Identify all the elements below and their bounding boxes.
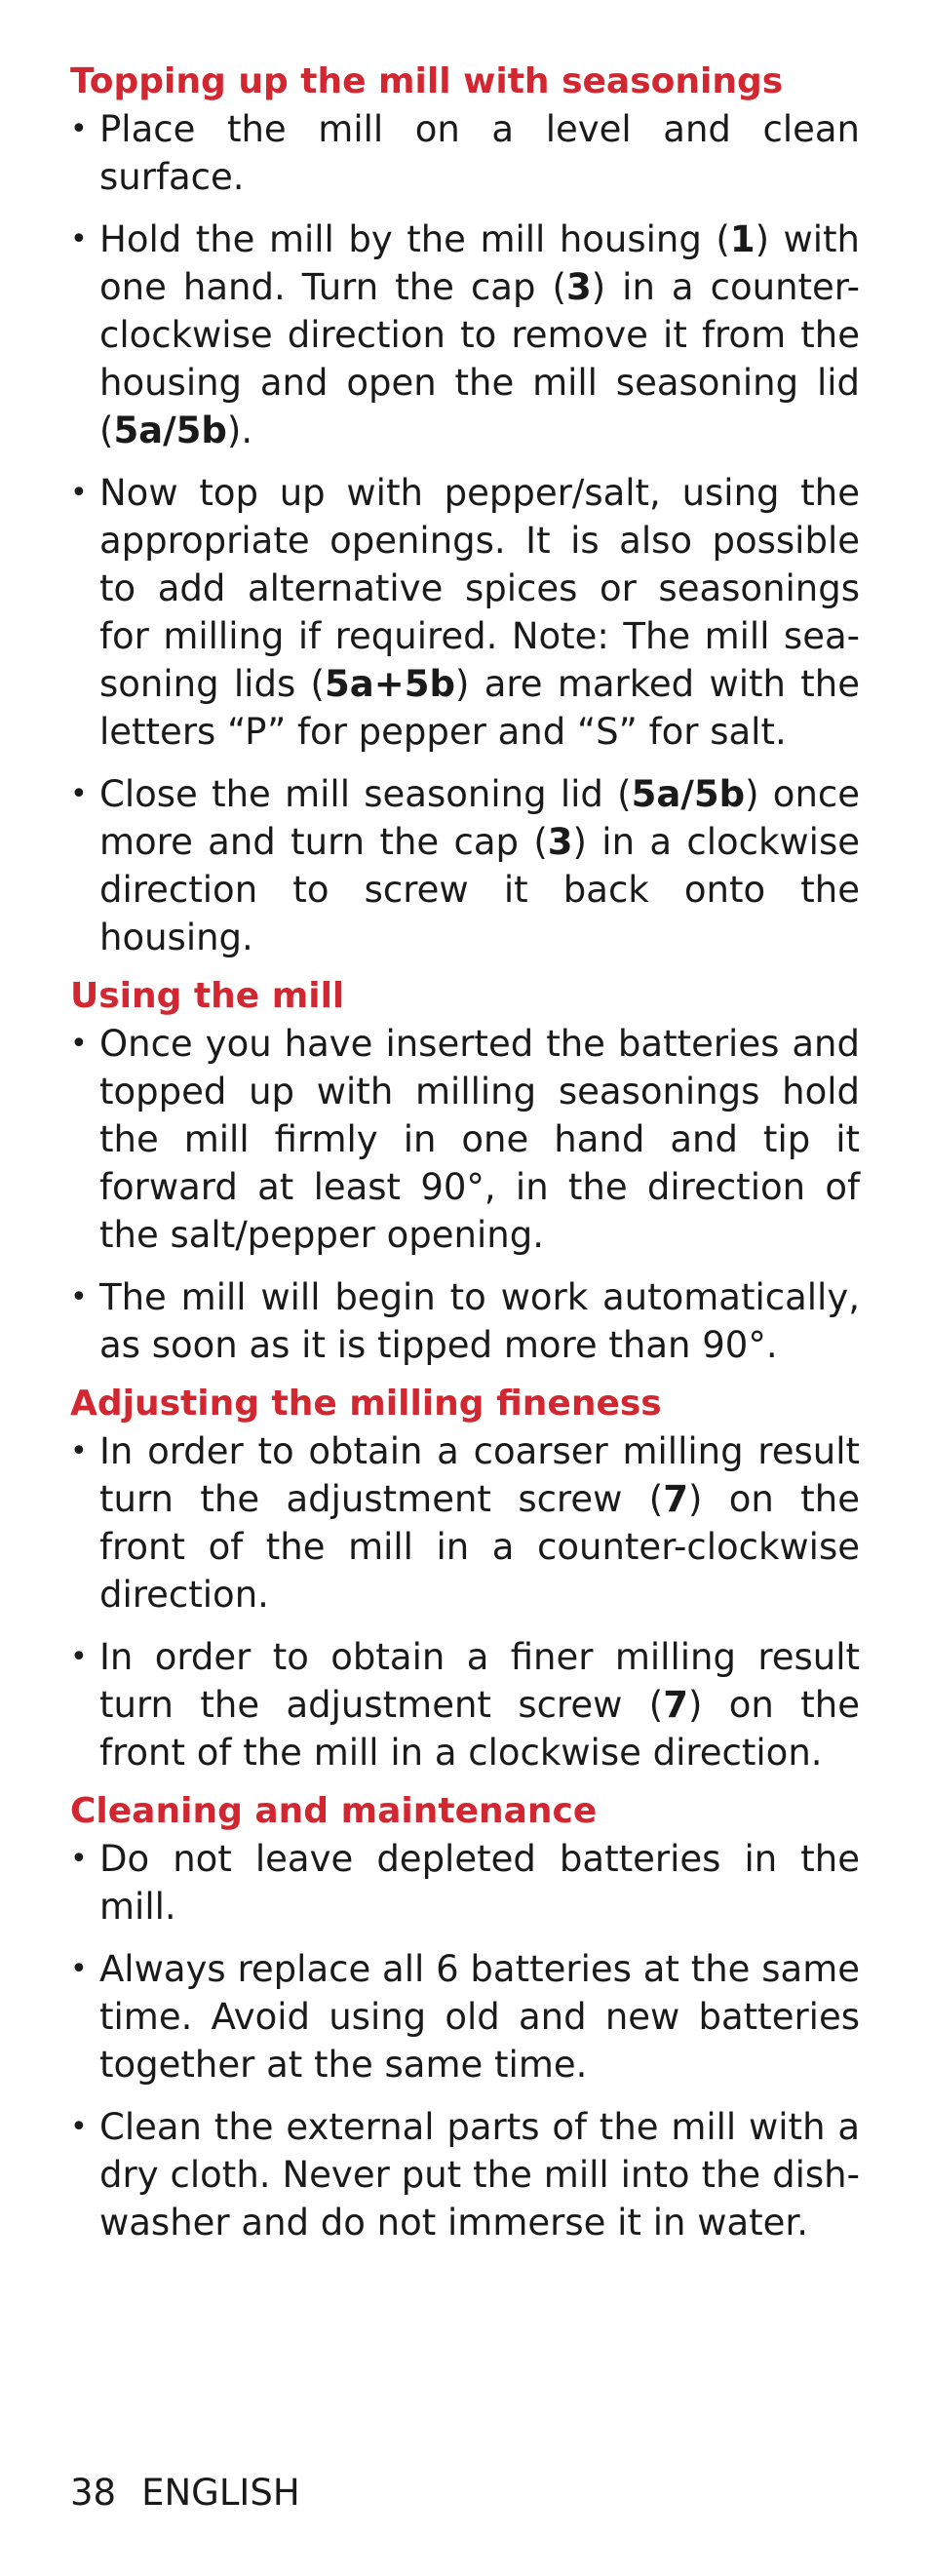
bullet-item	[70, 1273, 860, 1369]
bullet-text: Hold the mill by the mill housing (	[99, 218, 730, 260]
section-heading: Cleaning and maintenance	[70, 1791, 598, 1831]
bullet-list	[70, 1835, 860, 2246]
bullet-text: Close the mill seasoning lid (	[99, 773, 632, 815]
bullet-text: Do not leave depleted batteries in the mill.	[99, 1838, 860, 1928]
bullet-text: ).	[226, 410, 253, 451]
bullet-item	[70, 215, 860, 454]
bullet-text: ) in a clockwise direction to screw it back onto the housing.	[99, 821, 860, 958]
bullet-icon: •	[70, 1027, 88, 1061]
bullet-icon: •	[70, 777, 88, 811]
bullet-text: Place the mill on a level and clean surface.	[99, 108, 860, 198]
manual-content	[70, 59, 860, 2250]
bullet-item	[70, 1835, 860, 1931]
bullet-item	[70, 1427, 860, 1619]
part-reference: 3	[547, 821, 573, 863]
section	[70, 1381, 860, 1776]
section-heading: Topping up the mill with seasonings	[70, 61, 784, 101]
bullet-text: ) are marked with the letters “P” for pepper and “S” for salt.	[99, 663, 860, 753]
bullet-item	[70, 105, 860, 201]
part-reference: 5a/5b	[113, 410, 227, 451]
bullet-item	[70, 1633, 860, 1776]
bullet-text: ) with one hand. Turn the cap (	[99, 218, 860, 308]
part-reference: 5a+5b	[324, 663, 455, 705]
bullet-icon: •	[70, 1640, 88, 1674]
part-reference: 7	[663, 1478, 688, 1520]
bullet-icon: •	[70, 222, 88, 256]
page-footer	[70, 2470, 300, 2517]
section	[70, 1788, 860, 2246]
page-number: 38	[70, 2472, 117, 2514]
section	[70, 59, 860, 961]
bullet-icon: •	[70, 1434, 88, 1468]
section-heading: Using the mill	[70, 976, 345, 1016]
bullet-text: ) on the front of the mill in a clockwise direction.	[99, 1684, 860, 1774]
bullet-text: In order to obtain a finer milling result turn the adjustment screw (	[99, 1636, 860, 1726]
part-reference: 3	[565, 266, 592, 308]
bullet-icon: •	[70, 112, 88, 146]
part-reference: 1	[729, 218, 756, 260]
bullet-text: Always replace all 6 batteries at the same time. Avoid using old and new batteries together at the same time.	[99, 1948, 860, 2086]
bullet-list	[70, 1427, 860, 1776]
bullet-icon: •	[70, 476, 88, 510]
bullet-text: Once you have inserted the batteries and topped up with milling seasonings hold the mill firmly in one hand and tip it forward at least 90°, in the direction of the salt/pepper opening.	[99, 1023, 860, 1256]
bullet-text: ) once more and turn the cap (	[99, 773, 860, 863]
bullet-text: In order to obtain a coarser milling result turn the adjustment screw (	[99, 1430, 860, 1520]
bullet-icon: •	[70, 1842, 88, 1876]
bullet-item	[70, 1945, 860, 2088]
bullet-list	[70, 1020, 860, 1369]
bullet-item	[70, 770, 860, 961]
bullet-list	[70, 105, 860, 961]
bullet-item	[70, 1020, 860, 1259]
part-reference: 5a/5b	[631, 773, 746, 815]
part-reference: 7	[663, 1684, 688, 1726]
bullet-text: The mill will begin to work automatically, as soon as it is tipped more than 90°.	[99, 1276, 860, 1366]
bullet-icon: •	[70, 1952, 88, 1986]
section-heading: Adjusting the milling fineness	[70, 1384, 662, 1424]
bullet-icon: •	[70, 2110, 88, 2144]
section	[70, 973, 860, 1369]
bullet-text: ) in a counter-clockwise direction to remove it from the housing and open the mill seasoning lid (	[99, 266, 860, 451]
bullet-text: Clean the external parts of the mill with a dry cloth. Never put the mill into the dishwasher and do not immerse it in water.	[99, 2106, 860, 2244]
footer-language: ENGLISH	[141, 2472, 300, 2514]
bullet-text: ) on the front of the mill in a counter-clockwise direction.	[99, 1478, 860, 1616]
bullet-item	[70, 2103, 860, 2246]
bullet-text: Now top up with pepper/salt, using the appropriate openings. It is also possible to add alternative spices or seasonings for milling if required. Note: The mill seasoning lids (	[99, 472, 860, 705]
bullet-item	[70, 469, 860, 756]
bullet-icon: •	[70, 1280, 88, 1314]
